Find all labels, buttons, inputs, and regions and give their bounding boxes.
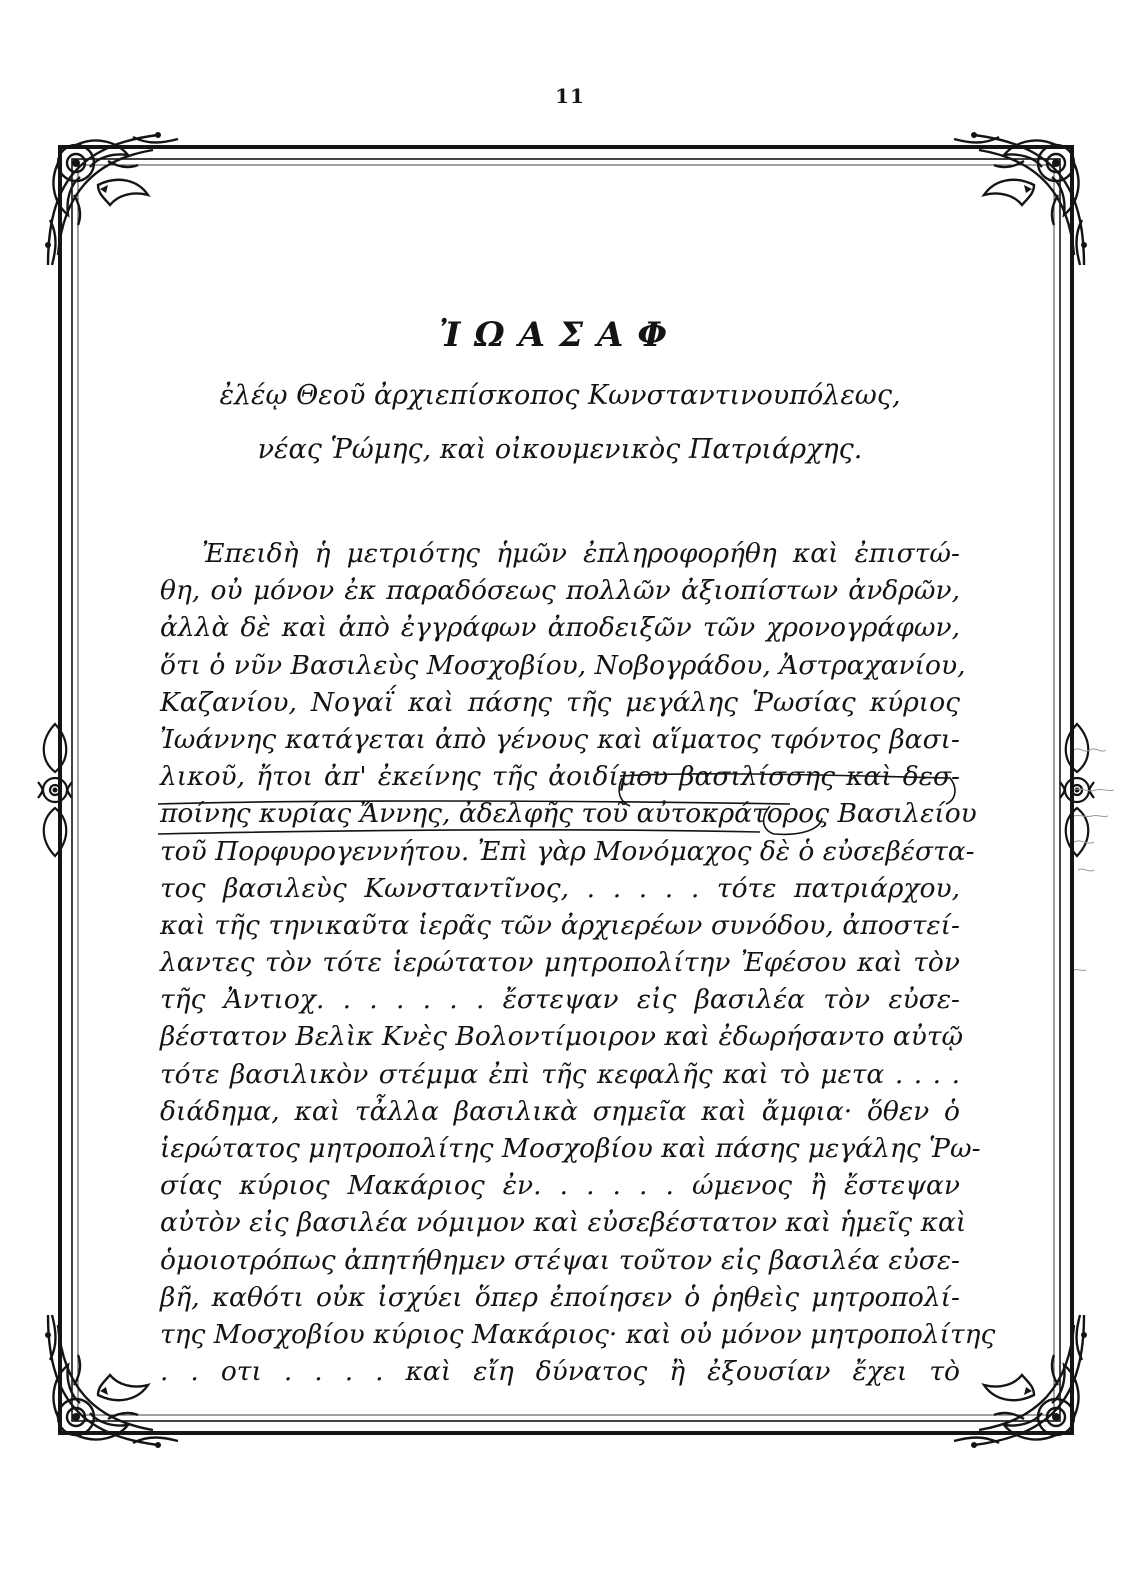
text-line: λικοῦ, ἤτοι ἀπ' ἐκείνης τῆς ἀοιδίμου βασιλίσσης καὶ δεσ- [160, 761, 960, 793]
body-text [160, 535, 996, 1390]
document-title: ἸΩΑΣΑΦ [438, 315, 682, 355]
text-line: τοῦ Πορφυρογεννήτου. Ἐπὶ γὰρ Μονόμαχος δὲ ὁ εὐσεβέστα- [160, 835, 975, 867]
subtitle-line-1: ἐλέῳ Θεοῦ ἀρχιεπίσκοπος Κωνσταντινουπόλεως, [219, 380, 901, 411]
text-line: βῆ, καθότι οὐκ ἰσχύει ὅπερ ἐποίησεν ὁ ῥηθεὶς μητροπολί- [160, 1281, 960, 1313]
text-line: Ἐπειδὴ ἡ μετριότης ἡμῶν ἐπληροφορήθη καὶ ἐπιστώ- [202, 538, 960, 569]
text-line: καὶ τῆς τηνικαῦτα ἱερᾶς τῶν ἀρχιερέων συνόδου, ἀποστεί- [160, 909, 960, 941]
text-line: . . οτι . . . . καὶ εἴη δύνατος ἢ ἐξουσίαν ἔχει τὸ [160, 1356, 960, 1388]
text-line: αὐτὸν εἰς βασιλέα νόμιμον καὶ εὐσεβέστατον καὶ ἡμεῖς καὶ [160, 1207, 967, 1239]
text-line: λαντες τὸν τότε ἱερώτατον μητροπολίτην Ἐφέσου καὶ τὸν [160, 947, 960, 979]
text-line: Ἰωάννης κατάγεται ἀπὸ γένους καὶ αἵματος τφόντος βασι- [160, 723, 960, 755]
text-line: τῆς Ἀντιοχ. . . . . . . ἔστεψαν εἰς βασιλέα τὸν εὐσε- [160, 984, 960, 1016]
subtitle-line-2: νέας Ῥώμης, καὶ οἰκουμενικὸς Πατριάρχης. [257, 434, 863, 465]
text-line: ἀλλὰ δὲ καὶ ἀπὸ ἐγγράφων ἀποδειξῶν τῶν χρονογράφων, [160, 612, 960, 644]
text-line: ὅτι ὁ νῦν Βασιλεὺς Μοσχοβίου, Νοβογράδου, Ἀστραχανίου, [160, 649, 966, 681]
page-number: 11 [555, 84, 585, 108]
document-content [160, 315, 996, 1390]
text-line: διάδημα, καὶ τἆλλα βασιλικὰ σημεῖα καὶ ἄμφια· ὅθεν ὁ [160, 1095, 960, 1127]
text-line: ἱερώτατος μητροπολίτης Μοσχοβίου καὶ πάσης μεγάλης Ῥω- [160, 1133, 981, 1164]
text-line: τότε βασιλικὸν στέμμα ἐπὶ τῆς κεφαλῆς καὶ τὸ μετα . . . . [160, 1058, 960, 1090]
text-line: βέστατον Βελὶκ Κνὲς Βολοντίμοιρον καὶ ἐδωρήσαντο αὐτῷ [160, 1021, 964, 1053]
text-line: ὁμοιοτρόπως ἀπητήθημεν στέψαι τοῦτον εἰς βασιλέα εὐσε- [160, 1244, 960, 1276]
text-line: τος βασιλεὺς Κωνσταντῖνος, . . . . . τότε πατριάρχου, [160, 872, 960, 904]
text-line: ποίνης κυρίας Ἄννης, ἀδελφῆς τοῦ αὐτοκράτορος Βασιλείου [160, 798, 977, 830]
corner-ornament-icon [38, 125, 188, 275]
text-line: της Μοσχοβίου κύριος Μακάριος· καὶ οὐ μόνον μητροπολίτης [160, 1318, 996, 1350]
side-ornament-icon [34, 720, 76, 860]
text-line: σίας κύριος Μακάριος ἐν. . . . . . ώμενος ἢ ἔστεψαν [160, 1170, 960, 1202]
text-line: Καζανίου, Νογαΐ καὶ πάσης τῆς μεγάλης Ῥωσίας κύριος [160, 686, 960, 718]
text-line: θη, οὐ μόνον ἐκ παραδόσεως πολλῶν ἀξιοπίστων ἀνδρῶν, [160, 575, 960, 607]
corner-ornament-icon [944, 125, 1094, 275]
margin-notes-icon [1068, 720, 1138, 1020]
